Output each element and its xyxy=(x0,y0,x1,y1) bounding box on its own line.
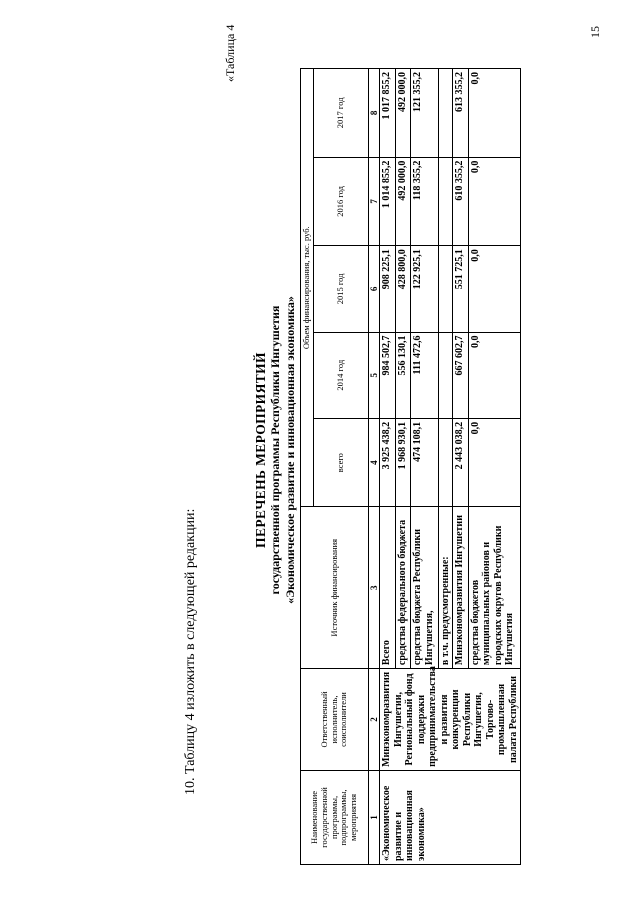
value-2014 xyxy=(438,332,453,418)
column-number: 5 xyxy=(368,332,379,418)
column-number: 2 xyxy=(368,669,379,771)
value-2014: 984 502,7 xyxy=(380,332,395,418)
value-2015: 122 925,1 xyxy=(411,246,439,332)
source-cell: средства федерального бюджета xyxy=(395,507,410,669)
column-number: 7 xyxy=(368,157,379,246)
header-source: Источник финансирования xyxy=(301,507,369,669)
column-number: 6 xyxy=(368,246,379,332)
value-2015: 908 225,1 xyxy=(380,246,395,332)
header-2017: 2017 год xyxy=(313,69,368,158)
value-2017: 1 017 855,2 xyxy=(380,69,395,158)
source-cell: Всего xyxy=(380,507,395,669)
header-2014: 2014 год xyxy=(313,332,368,418)
column-number: 8 xyxy=(368,69,379,158)
executors-cell: Минэкономразвития Ингушетии, Региональный фонд поддержки предпринимательства и развития конкуренции Республики Ингушетия, Торгово-промышленная палата Республики xyxy=(380,669,521,771)
page-number: 15 xyxy=(588,26,602,38)
header-name: Наименование государственной программы, подпрограммы, мероприятия xyxy=(301,770,369,864)
document-subtitle: государственной программы Республики Ингушетия xyxy=(268,305,282,595)
table-reference: «Таблица 4 xyxy=(223,24,237,82)
value-2014: 0,0 xyxy=(468,332,520,418)
table-row xyxy=(380,69,395,865)
document-title: ПЕРЕЧЕНЬ МЕРОПРИЯТИЙ xyxy=(253,352,268,548)
value-total: 474 108,1 xyxy=(411,418,439,507)
source-cell: в т.ч. предусмотренные: xyxy=(438,507,453,669)
value-2017: 492 000,0 xyxy=(395,69,410,158)
value-2015: 551 725,1 xyxy=(453,246,468,332)
header-executor: Ответственный исполнитель, соисполнители xyxy=(301,669,369,771)
value-2016: 0,0 xyxy=(468,157,520,246)
value-2017 xyxy=(438,69,453,158)
value-2014: 667 602,7 xyxy=(453,332,468,418)
column-number: 4 xyxy=(368,418,379,507)
value-total: 2 443 038,2 xyxy=(453,418,468,507)
column-number: 1 xyxy=(368,770,379,864)
table-header-row xyxy=(301,69,314,865)
value-total: 0,0 xyxy=(468,418,520,507)
value-2014: 111 472,6 xyxy=(411,332,439,418)
source-cell: средства бюджетов муниципальных районов и городских округов Республики Ингушетия xyxy=(468,507,520,669)
value-total xyxy=(438,418,453,507)
program-name-cell: «Экономическое развитие и инновационная экономика» xyxy=(380,770,521,864)
intro-text: 10. Таблицу 4 изложить в следующей редакции: xyxy=(183,508,198,795)
header-funding: Объем финансирования, тыс. руб. xyxy=(301,69,314,507)
value-2015 xyxy=(438,246,453,332)
value-2017: 121 355,2 xyxy=(411,69,439,158)
value-2017: 613 355,2 xyxy=(453,69,468,158)
column-number: 3 xyxy=(368,507,379,669)
value-2015: 428 800,0 xyxy=(395,246,410,332)
value-total: 3 925 438,2 xyxy=(380,418,395,507)
value-total: 1 968 930,1 xyxy=(395,418,410,507)
header-2016: 2016 год xyxy=(313,157,368,246)
source-cell: Минэкономразвития Ингушетии xyxy=(453,507,468,669)
header-total: всего xyxy=(313,418,368,507)
value-2015: 0,0 xyxy=(468,246,520,332)
column-numbers-row xyxy=(368,69,379,865)
value-2016: 610 355,2 xyxy=(453,157,468,246)
value-2016: 1 014 855,2 xyxy=(380,157,395,246)
value-2014: 556 130,1 xyxy=(395,332,410,418)
measures-table xyxy=(300,68,521,865)
program-title: «Экономическое развитие и инновационная экономика» xyxy=(283,296,297,604)
value-2016: 492 000,0 xyxy=(395,157,410,246)
value-2016: 118 355,2 xyxy=(411,157,439,246)
source-cell: средства бюджета Республики Ингушетия, xyxy=(411,507,439,669)
header-2015: 2015 год xyxy=(313,246,368,332)
value-2017: 0,0 xyxy=(468,69,520,158)
value-2016 xyxy=(438,157,453,246)
